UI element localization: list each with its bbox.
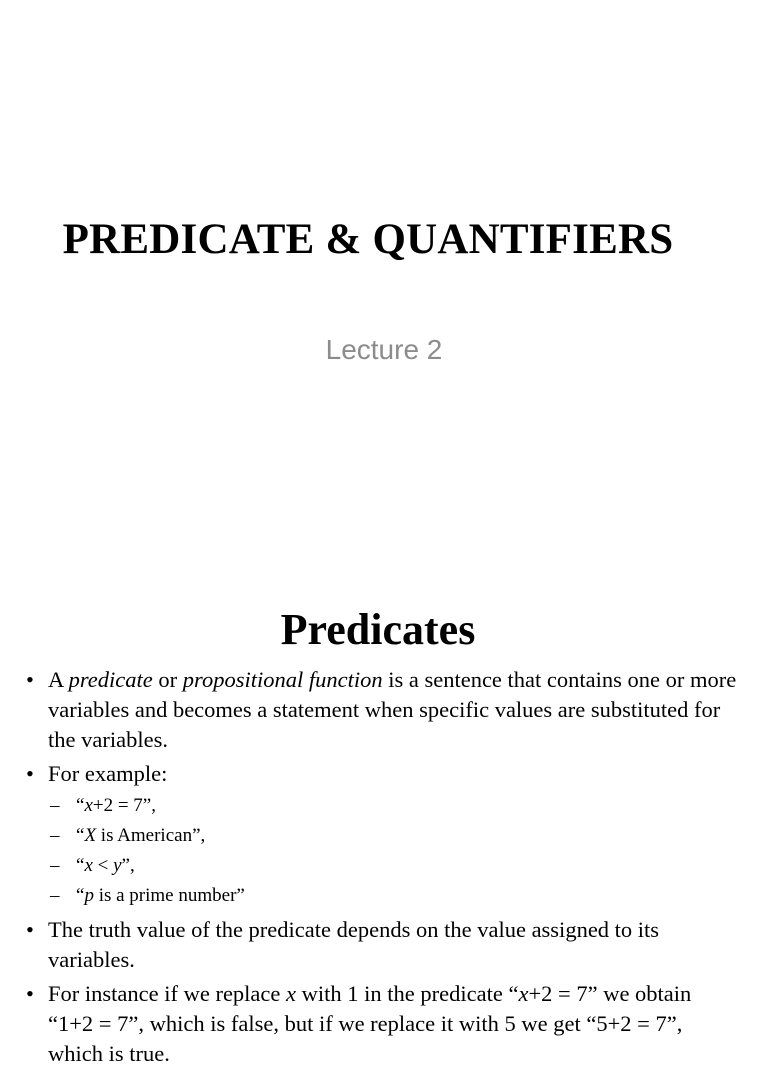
bullet-definition <box>22 665 742 755</box>
quote-mark: “ <box>76 885 85 906</box>
example-text: is American”, <box>96 825 206 846</box>
variable: x <box>518 981 529 1006</box>
example-text: ”, <box>121 855 135 876</box>
example-text: +2 = 7”, <box>92 795 156 816</box>
quote-mark: “ <box>76 825 85 846</box>
variable: y <box>113 855 122 876</box>
variable: x <box>84 795 93 816</box>
slide-title: Predicates <box>280 605 476 654</box>
example-heading: For example: <box>48 761 168 786</box>
example-text: < <box>92 855 114 876</box>
example-list <box>48 791 742 911</box>
truth-value-text: The truth value of the predicate depends on the value assigned to its variables. <box>48 917 660 972</box>
term-predicate: predicate <box>68 667 153 692</box>
definition-text: is a sentence that contains one or more variables and becomes a statement when specific values are substituted for the variables. <box>48 667 737 752</box>
definition-text: or <box>152 667 183 692</box>
predicates-slide <box>0 576 768 1066</box>
bullet-instance <box>22 979 742 1069</box>
example-item <box>48 851 742 881</box>
presentation-title: PREDICATE & QUANTIFIERS <box>62 216 674 263</box>
example-text: is a prime number” <box>93 885 245 906</box>
quote-mark: “ <box>76 795 85 816</box>
variable: X <box>84 825 97 846</box>
instance-text: For instance if we replace <box>48 981 287 1006</box>
variable: x <box>286 981 297 1006</box>
instance-text: with 1 in the predicate “ <box>296 981 519 1006</box>
variable: p <box>84 885 94 906</box>
instance-text: +2 = 7” we obtain “1+2 = 7”, which is false, but if we replace it with 5 we get “5+2 = 7”, which is true. <box>48 981 692 1066</box>
example-item <box>48 791 742 821</box>
quote-mark: “ <box>76 855 85 876</box>
presentation-subtitle: Lecture 2 <box>325 334 443 365</box>
definition-text: A <box>48 667 69 692</box>
example-item <box>48 821 742 851</box>
bullet-example <box>22 759 742 911</box>
bullet-list <box>22 665 742 1073</box>
bullet-truth-value <box>22 915 742 975</box>
term-propositional-function: propositional function <box>182 667 383 692</box>
example-item <box>48 881 742 911</box>
variable: x <box>84 855 93 876</box>
